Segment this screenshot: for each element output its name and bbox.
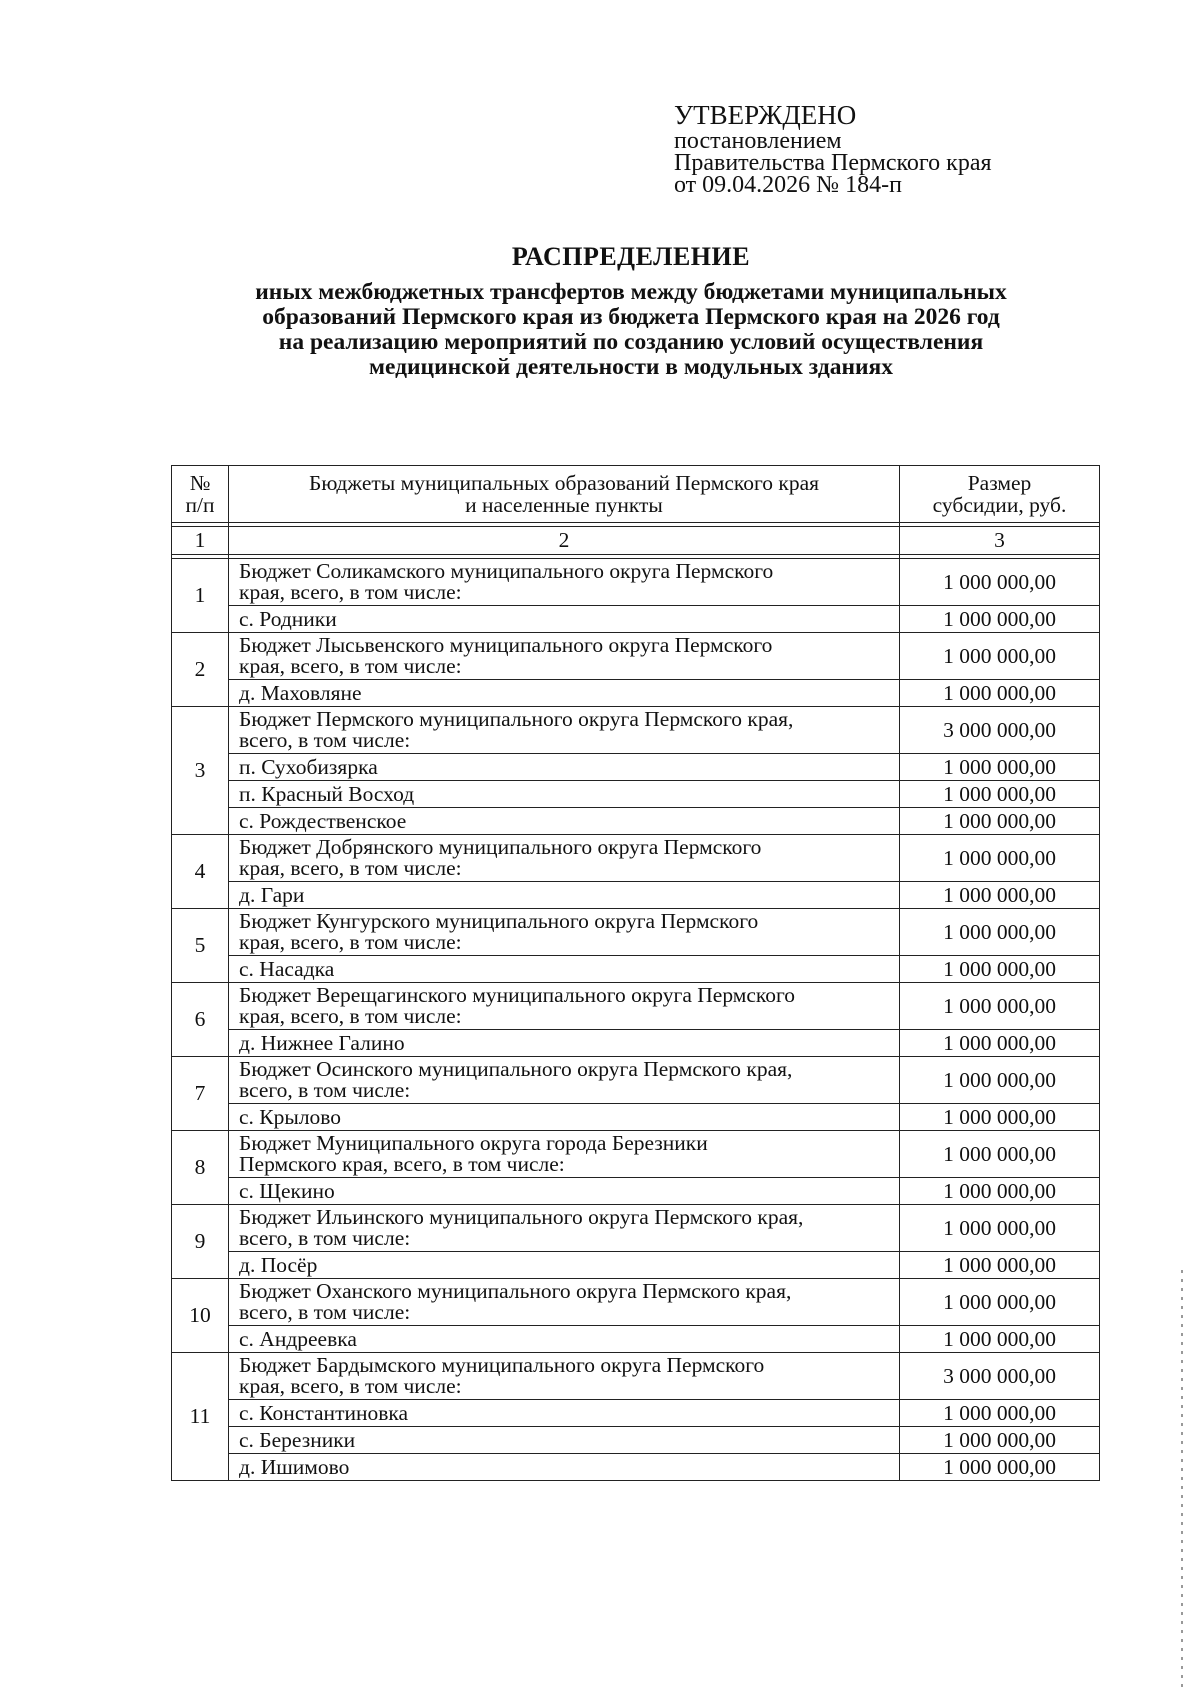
approval-line: постановлением — [674, 128, 842, 154]
settlement-name: с. Родники — [229, 606, 900, 633]
budget-total: 1 000 000,00 — [900, 909, 1100, 956]
settlement-row — [172, 781, 1100, 808]
budget-row — [172, 1057, 1100, 1104]
settlement-name: с. Березники — [229, 1427, 900, 1454]
approval-line: Правительства Пермского края — [674, 150, 992, 176]
settlement-name: д. Ишимово — [229, 1454, 900, 1481]
settlement-name: д. Нижнее Галино — [229, 1030, 900, 1057]
distribution-table — [171, 465, 1100, 1481]
budget-name: Бюджет Пермского муниципального округа Пермского края, всего, в том числе: — [229, 707, 900, 754]
row-number: 3 — [172, 707, 229, 835]
settlement-sum: 1 000 000,00 — [900, 808, 1100, 835]
subtitle-line: образований Пермского края из бюджета Пермского края на 2026 год — [262, 304, 1000, 330]
row-number: 4 — [172, 835, 229, 909]
budget-name: Бюджет Добрянского муниципального округа Пермского края, всего, в том числе: — [229, 835, 900, 882]
budget-total: 3 000 000,00 — [900, 707, 1100, 754]
document-subtitle — [140, 280, 1122, 380]
settlement-row — [172, 882, 1100, 909]
budget-name: Бюджет Верещагинского муниципального округа Пермского края, всего, в том числе: — [229, 983, 900, 1030]
budget-total: 1 000 000,00 — [900, 633, 1100, 680]
settlement-sum: 1 000 000,00 — [900, 606, 1100, 633]
table-header-row — [172, 466, 1100, 523]
settlement-name: с. Крылово — [229, 1104, 900, 1131]
subtitle-line: иных межбюджетных трансфертов между бюджетами муниципальных — [255, 279, 1007, 305]
row-number: 1 — [172, 559, 229, 633]
header-num: № п/п — [172, 466, 229, 523]
subtitle-line: на реализацию мероприятий по созданию условий осуществления — [278, 329, 984, 355]
settlement-sum: 1 000 000,00 — [900, 1400, 1100, 1427]
budget-total: 1 000 000,00 — [900, 1279, 1100, 1326]
approval-heading: УТВЕРЖДЕНО — [674, 100, 857, 130]
budget-name: Бюджет Оханского муниципального округа Пермского края, всего, в том числе: — [229, 1279, 900, 1326]
budget-name: Бюджет Кунгурского муниципального округа Пермского края, всего, в том числе: — [229, 909, 900, 956]
settlement-sum: 1 000 000,00 — [900, 1104, 1100, 1131]
budget-name: Бюджет Муниципального округа города Березники Пермского края, всего, в том числе: — [229, 1131, 900, 1178]
settlement-sum: 1 000 000,00 — [900, 1326, 1100, 1353]
settlement-sum: 1 000 000,00 — [900, 754, 1100, 781]
row-number: 6 — [172, 983, 229, 1057]
settlement-sum: 1 000 000,00 — [900, 1030, 1100, 1057]
budget-row — [172, 1279, 1100, 1326]
settlement-sum: 1 000 000,00 — [900, 1252, 1100, 1279]
index-cell: 3 — [900, 527, 1100, 555]
row-number: 2 — [172, 633, 229, 707]
settlement-row — [172, 754, 1100, 781]
settlement-name: д. Гари — [229, 882, 900, 909]
settlement-row — [172, 1104, 1100, 1131]
row-number: 11 — [172, 1353, 229, 1481]
settlement-name: д. Маховляне — [229, 680, 900, 707]
budget-row — [172, 983, 1100, 1030]
budget-row — [172, 909, 1100, 956]
settlement-sum: 1 000 000,00 — [900, 781, 1100, 808]
header-name: Бюджеты муниципальных образований Пермского края и населенные пункты — [229, 466, 900, 523]
budget-row — [172, 633, 1100, 680]
settlement-name: с. Рождественское — [229, 808, 900, 835]
settlement-name: с. Константиновка — [229, 1400, 900, 1427]
budget-total: 1 000 000,00 — [900, 983, 1100, 1030]
settlement-name: п. Сухобизярка — [229, 754, 900, 781]
settlement-sum: 1 000 000,00 — [900, 956, 1100, 983]
settlement-sum: 1 000 000,00 — [900, 1454, 1100, 1481]
settlement-row — [172, 606, 1100, 633]
index-cell: 2 — [229, 527, 900, 555]
table-body — [172, 559, 1100, 1481]
index-cell: 1 — [172, 527, 229, 555]
budget-total: 1 000 000,00 — [900, 1131, 1100, 1178]
budget-row — [172, 1205, 1100, 1252]
budget-row — [172, 1131, 1100, 1178]
settlement-row — [172, 956, 1100, 983]
budget-row — [172, 835, 1100, 882]
settlement-sum: 1 000 000,00 — [900, 1178, 1100, 1205]
budget-name: Бюджет Бардымского муниципального округа Пермского края, всего, в том числе: — [229, 1353, 900, 1400]
settlement-sum: 1 000 000,00 — [900, 680, 1100, 707]
row-number: 10 — [172, 1279, 229, 1353]
budget-total: 1 000 000,00 — [900, 559, 1100, 606]
row-number: 8 — [172, 1131, 229, 1205]
settlement-name: с. Андреевка — [229, 1326, 900, 1353]
budget-name: Бюджет Лысьвенского муниципального округа Пермского края, всего, в том числе: — [229, 633, 900, 680]
row-number: 5 — [172, 909, 229, 983]
settlement-sum: 1 000 000,00 — [900, 1427, 1100, 1454]
document-title: РАСПРЕДЕЛЕНИЕ — [511, 242, 751, 271]
approval-line: от 09.04.2026 № 184-п — [674, 172, 902, 198]
settlement-row — [172, 1178, 1100, 1205]
budget-row — [172, 707, 1100, 754]
budget-row — [172, 1353, 1100, 1400]
settlement-row — [172, 1454, 1100, 1481]
settlement-row — [172, 1326, 1100, 1353]
subtitle-line: медицинской деятельности в модульных зданиях — [368, 354, 893, 380]
row-number: 9 — [172, 1205, 229, 1279]
header-sum: Размер субсидии, руб. — [900, 466, 1100, 523]
settlement-row — [172, 1400, 1100, 1427]
approval-stamp — [674, 100, 1094, 196]
settlement-row — [172, 1252, 1100, 1279]
table-index-row — [172, 527, 1100, 555]
settlement-row — [172, 680, 1100, 707]
budget-total: 1 000 000,00 — [900, 835, 1100, 882]
budget-total: 1 000 000,00 — [900, 1205, 1100, 1252]
settlement-name: с. Насадка — [229, 956, 900, 983]
budget-total: 1 000 000,00 — [900, 1057, 1100, 1104]
budget-name: Бюджет Ильинского муниципального округа Пермского края, всего, в том числе: — [229, 1205, 900, 1252]
budget-row — [172, 559, 1100, 606]
settlement-row — [172, 808, 1100, 835]
settlement-row — [172, 1030, 1100, 1057]
settlement-row — [172, 1427, 1100, 1454]
budget-total: 3 000 000,00 — [900, 1353, 1100, 1400]
settlement-name: д. Посёр — [229, 1252, 900, 1279]
budget-name: Бюджет Соликамского муниципального округа Пермского края, всего, в том числе: — [229, 559, 900, 606]
budget-name: Бюджет Осинского муниципального округа Пермского края, всего, в том числе: — [229, 1057, 900, 1104]
scan-edge — [1181, 1270, 1183, 1687]
row-number: 7 — [172, 1057, 229, 1131]
settlement-name: с. Щекино — [229, 1178, 900, 1205]
settlement-name: п. Красный Восход — [229, 781, 900, 808]
settlement-sum: 1 000 000,00 — [900, 882, 1100, 909]
